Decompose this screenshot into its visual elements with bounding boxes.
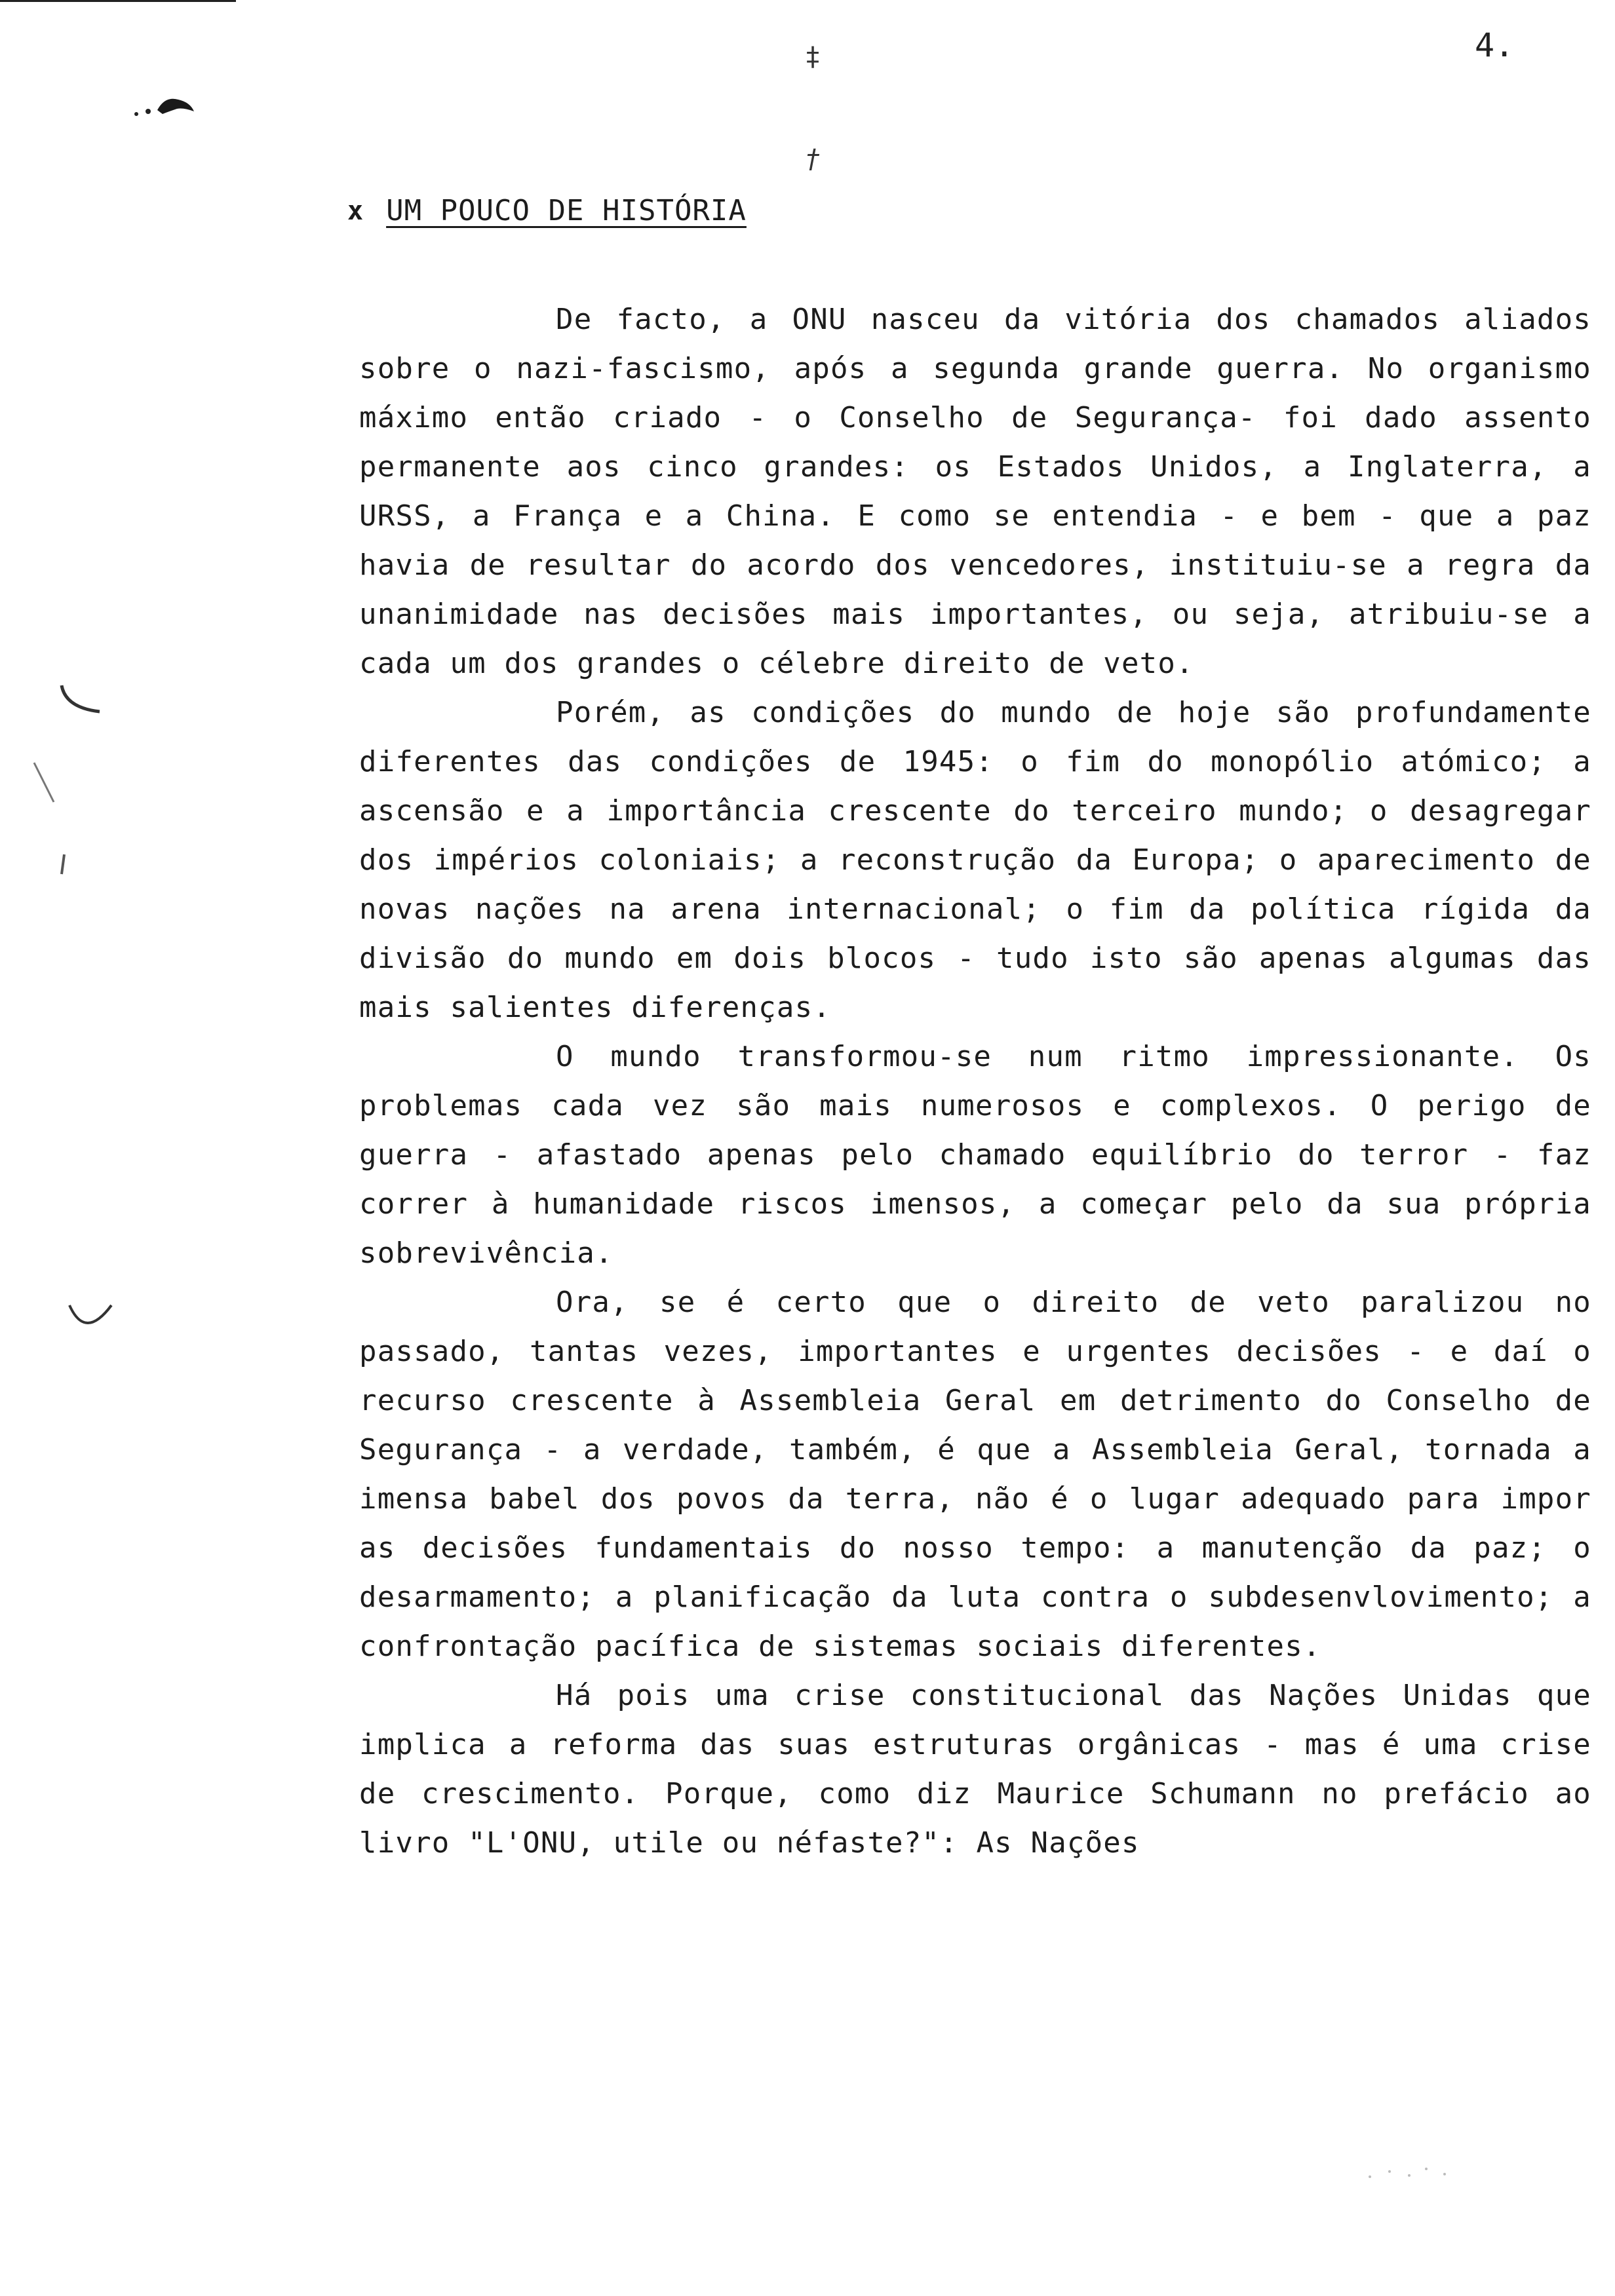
paragraph-3: O mundo transformou-se num ritmo impressionante. Os problemas cada vez são mais numerosos e complexos. O perigo de guerra - afastado apenas pelo chamado equilíbrio do terror - faz correr à humanidade riscos imensos, a começar pelo da sua própria sobrevivência. (359, 1040, 1591, 1270)
pencil-tick-mark: ‡ (805, 42, 821, 72)
paragraph-4: Ora, se é certo que o direito de veto paralizou no passado, tantas vezes, importantes e urgentes decisões - e daí o recurso crescente à Assembleia Geral em detrimento do Conselho de Segurança - a verdade, também, é que a Assembleia Geral, tornada a imensa babel dos povos da terra, não é o lugar adequado para impor as decisões fundamentais do nosso tempo: a manutenção da paz; o desarmamento; a planificação da luta contra o subdesenvlovimento; a confrontação pacífica de sistemas sociais diferentes. (359, 1286, 1591, 1663)
body-text (359, 295, 1591, 1867)
margin-pencil-mark (55, 681, 107, 721)
heading-title: UM POUCO DE HISTÓRIA (386, 194, 747, 227)
page-number: 4. (1475, 26, 1515, 64)
ink-blot-mark (131, 92, 197, 121)
paragraph-1: De facto, a ONU nasceu da vitória dos chamados aliados sobre o nazi-fascismo, após a segunda grande guerra. No organismo máximo então criado - o Conselho de Segurança- foi dado assento permanente aos cinco grandes: os Estados Unidos, a Inglaterra, a URSS, a França e a China. E como se entendia - e bem - que a paz havia de resultar do acordo dos vencedores, instituiu-se a regra da unanimidade nas decisões mais importantes, ou seja, atribuiu-se a cada um dos grandes o célebre direito de veto. (359, 303, 1591, 680)
scan-dust-mark (1363, 2162, 1455, 2182)
margin-pencil-curve (66, 1297, 118, 1337)
pencil-tick-mark-2: † (805, 144, 821, 174)
paragraph-5: Há pois uma crise constitucional das Nações Unidas que implica a reforma das suas estruturas orgânicas - mas é uma crise de crescimento. Porque, como diz Maurice Schumann no prefácio ao livro "L'ONU, utile ou néfaste?": As Nações (359, 1679, 1591, 1860)
section-heading (347, 194, 747, 227)
margin-pencil-dash (56, 852, 69, 878)
top-scan-rule (0, 0, 236, 2)
margin-pencil-stroke (31, 760, 58, 806)
heading-bullet: x (347, 195, 364, 226)
paragraph-2: Porém, as condições do mundo de hoje são profundamente diferentes das condições de 1945: o fim do monopólio atómico; a ascensão e a importância crescente do terceiro mundo; o desagregar dos impérios coloniais; a reconstrução da Europa; o aparecimento de novas nações na arena internacional; o fim da política rígida da divisão do mundo em dois blocos - tudo isto são apenas algumas das mais salientes diferenças. (359, 696, 1591, 1024)
